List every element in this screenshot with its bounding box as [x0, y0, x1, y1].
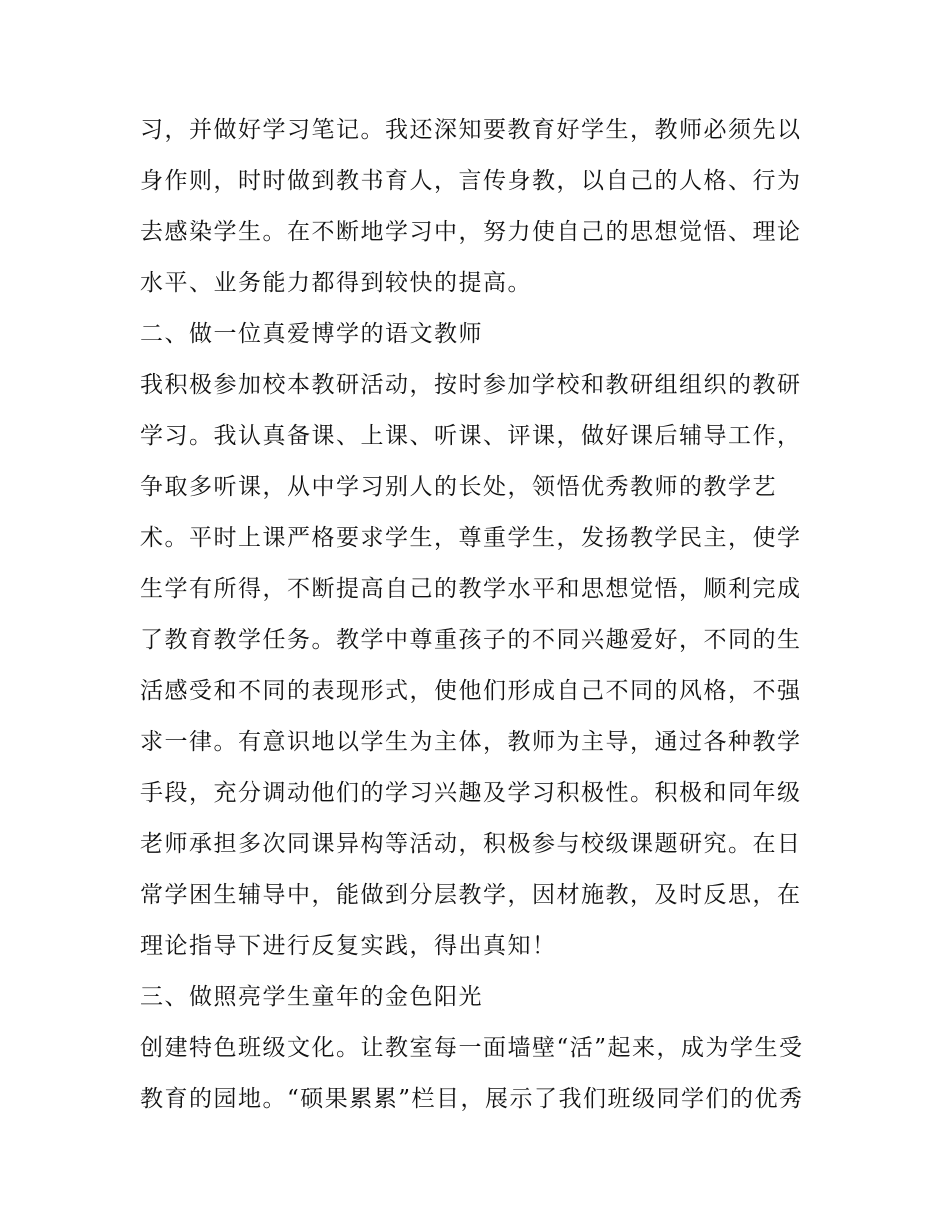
text-line: 身作则，时时做到教书育人，言传身教，以自己的人格、行为: [140, 168, 802, 194]
text-line: 理论指导下进行反复实践，得出真知！: [140, 933, 557, 959]
text-line: 水平、业务能力都得到较快的提高。: [140, 270, 532, 296]
text-line: 习，并做好学习笔记。我还深知要教育好学生，教师必须先以: [140, 117, 802, 143]
text-line: 求一律。有意识地以学生为主体，教师为主导，通过各种教学: [140, 729, 802, 755]
text-line: 了教育教学任务。教学中尊重孩子的不同兴趣爱好，不同的生: [140, 627, 802, 653]
text-line: 术。平时上课严格要求学生，尊重学生，发扬教学民主，使学: [140, 525, 802, 551]
section-heading-3: 三、做照亮学生童年的金色阳光: [140, 984, 483, 1010]
text-line: 老师承担多次同课异构等活动，积极参与校级课题研究。在日: [140, 831, 802, 857]
text-line: 生学有所得，不断提高自己的教学水平和思想觉悟，顺利完成: [140, 576, 802, 602]
section-heading-2: 二、做一位真爱博学的语文教师: [140, 321, 483, 347]
text-line: 去感染学生。在不断地学习中，努力使自己的思想觉悟、理论: [140, 219, 802, 245]
text-line: 活感受和不同的表现形式，使他们形成自己不同的风格，不强: [140, 678, 802, 704]
text-line: 教育的园地。“硕果累累”栏目，展示了我们班级同学们的优秀: [140, 1086, 804, 1112]
text-line: 争取多听课，从中学习别人的长处，领悟优秀教师的教学艺: [140, 474, 777, 500]
text-line: 创建特色班级文化。让教室每一面墙壁“活”起来，成为学生受: [140, 1035, 804, 1061]
text-line: 学习。我认真备课、上课、听课、评课，做好课后辅导工作，: [140, 423, 802, 449]
text-line: 常学困生辅导中，能做到分层教学，因材施教，及时反思，在: [140, 882, 802, 908]
text-line: 我积极参加校本教研活动，按时参加学校和教研组组织的教研: [140, 372, 802, 398]
text-line: 手段，充分调动他们的学习兴趣及学习积极性。积极和同年级: [140, 780, 802, 806]
document-body: [140, 105, 820, 1125]
